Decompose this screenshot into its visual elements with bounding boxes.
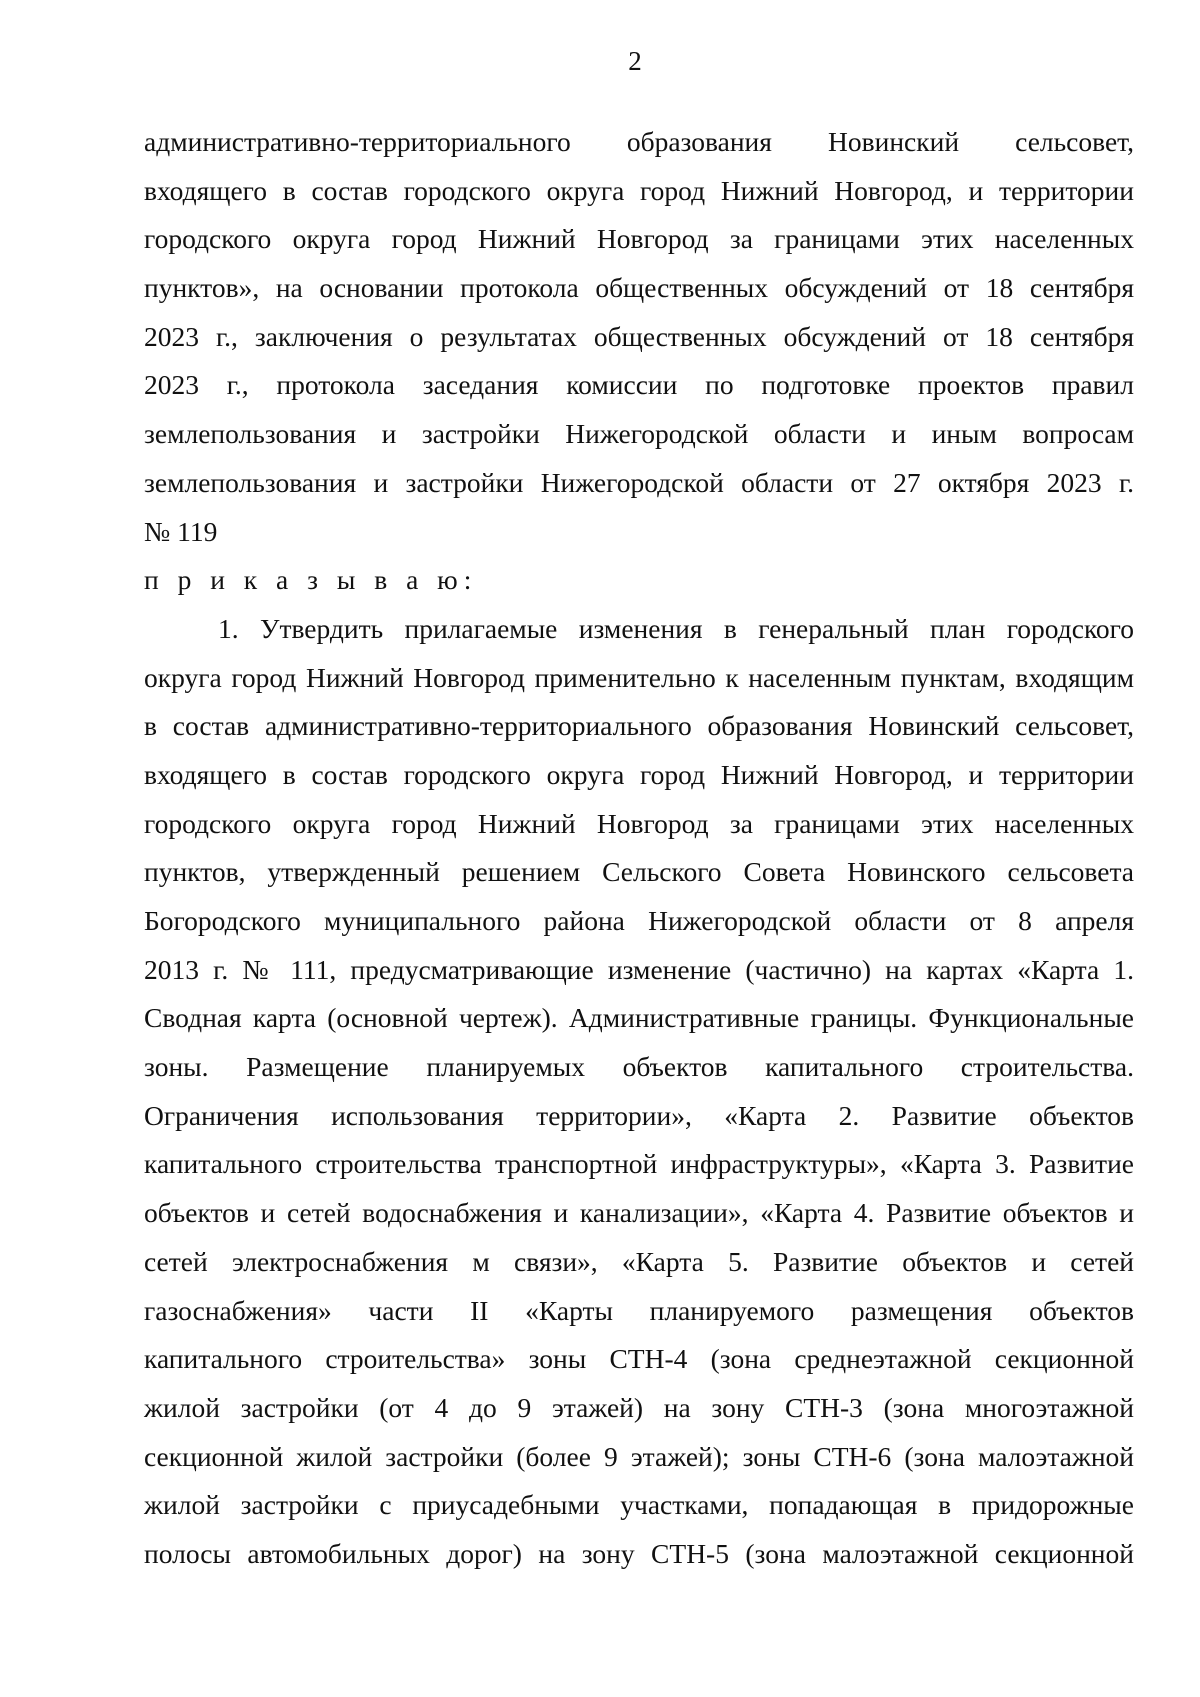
text-line: капитального строительства» зоны СТН-4 (зона среднеэтажной секционной: [144, 1343, 1134, 1375]
text-line: 1. Утвердить прилагаемые изменения в генеральный план городского: [218, 612, 1134, 644]
text-line: зоны. Размещение планируемых объектов капитального строительства.: [144, 1051, 1134, 1083]
text-line: административно-территориального образования Новинский сельсовет,: [144, 126, 1134, 157]
text-line: землепользования и застройки Нижегородской области и иным вопросам: [144, 418, 1134, 450]
text-line: округа город Нижний Новгород применительно к населенным пунктам, входящим: [144, 661, 1134, 693]
text-line: объектов и сетей водоснабжения и канализации», «Карта 4. Развитие объектов и: [144, 1197, 1134, 1229]
text-line: землепользования и застройки Нижегородской области от 27 октября 2023 г.: [144, 466, 1134, 498]
text-line: 2013 г. № 111, предусматривающие изменение (частично) на картах «Карта 1.: [144, 953, 1134, 985]
text-line: входящего в состав городского округа город Нижний Новгород, и территории: [144, 758, 1134, 790]
text-line: 2023 г., протокола заседания комиссии по подготовке проектов правил: [144, 369, 1134, 401]
text-line: капитального строительства транспортной инфраструктуры», «Карта 3. Развитие: [144, 1148, 1134, 1180]
text-line: газоснабжения» части II «Карты планируемого размещения объектов: [144, 1294, 1134, 1326]
text-line: в состав административно-территориального образования Новинский сельсовет,: [144, 710, 1134, 742]
text-line: полосы автомобильных дорог) на зону СТН-5 (зона малоэтажной секционной: [144, 1537, 1134, 1569]
document-body: [144, 118, 1134, 1579]
text-line: пунктов, утвержденный решением Сельского Совета Новинского сельсовета: [144, 856, 1134, 888]
text-line: Богородского муниципального района Нижегородской области от 8 апреля: [144, 905, 1134, 936]
text-line: № 119: [144, 515, 218, 547]
text-line: 2023 г., заключения о результатах общественных обсуждений от 18 сентября: [144, 320, 1134, 352]
text-line: городского округа город Нижний Новгород за границами этих населенных: [144, 223, 1134, 255]
text-line: пунктов», на основании протокола общественных обсуждений от 18 сентября: [144, 272, 1134, 304]
text-line: Ограничения использования территории», «Карта 2. Развитие объектов: [144, 1099, 1134, 1131]
text-line: секционной жилой застройки (более 9 этажей); зоны СТН-6 (зона малоэтажной: [144, 1440, 1134, 1472]
text-line: жилой застройки с приусадебными участками, попадающая в придорожные: [144, 1489, 1134, 1521]
text-line: жилой застройки (от 4 до 9 этажей) на зону СТН-3 (зона многоэтажной: [144, 1391, 1134, 1423]
text-line: входящего в состав городского округа город Нижний Новгород, и территории: [144, 174, 1134, 206]
order-word: п р и к а з ы в а ю:: [144, 564, 478, 596]
text-line: Сводная карта (основной чертеж). Административные границы. Функциональные: [144, 1002, 1134, 1034]
text-line: городского округа город Нижний Новгород за границами этих населенных: [144, 807, 1134, 839]
page-number: 2: [628, 46, 642, 76]
text-line: сетей электроснабжения м связи», «Карта 5. Развитие объектов и сетей: [144, 1245, 1134, 1277]
